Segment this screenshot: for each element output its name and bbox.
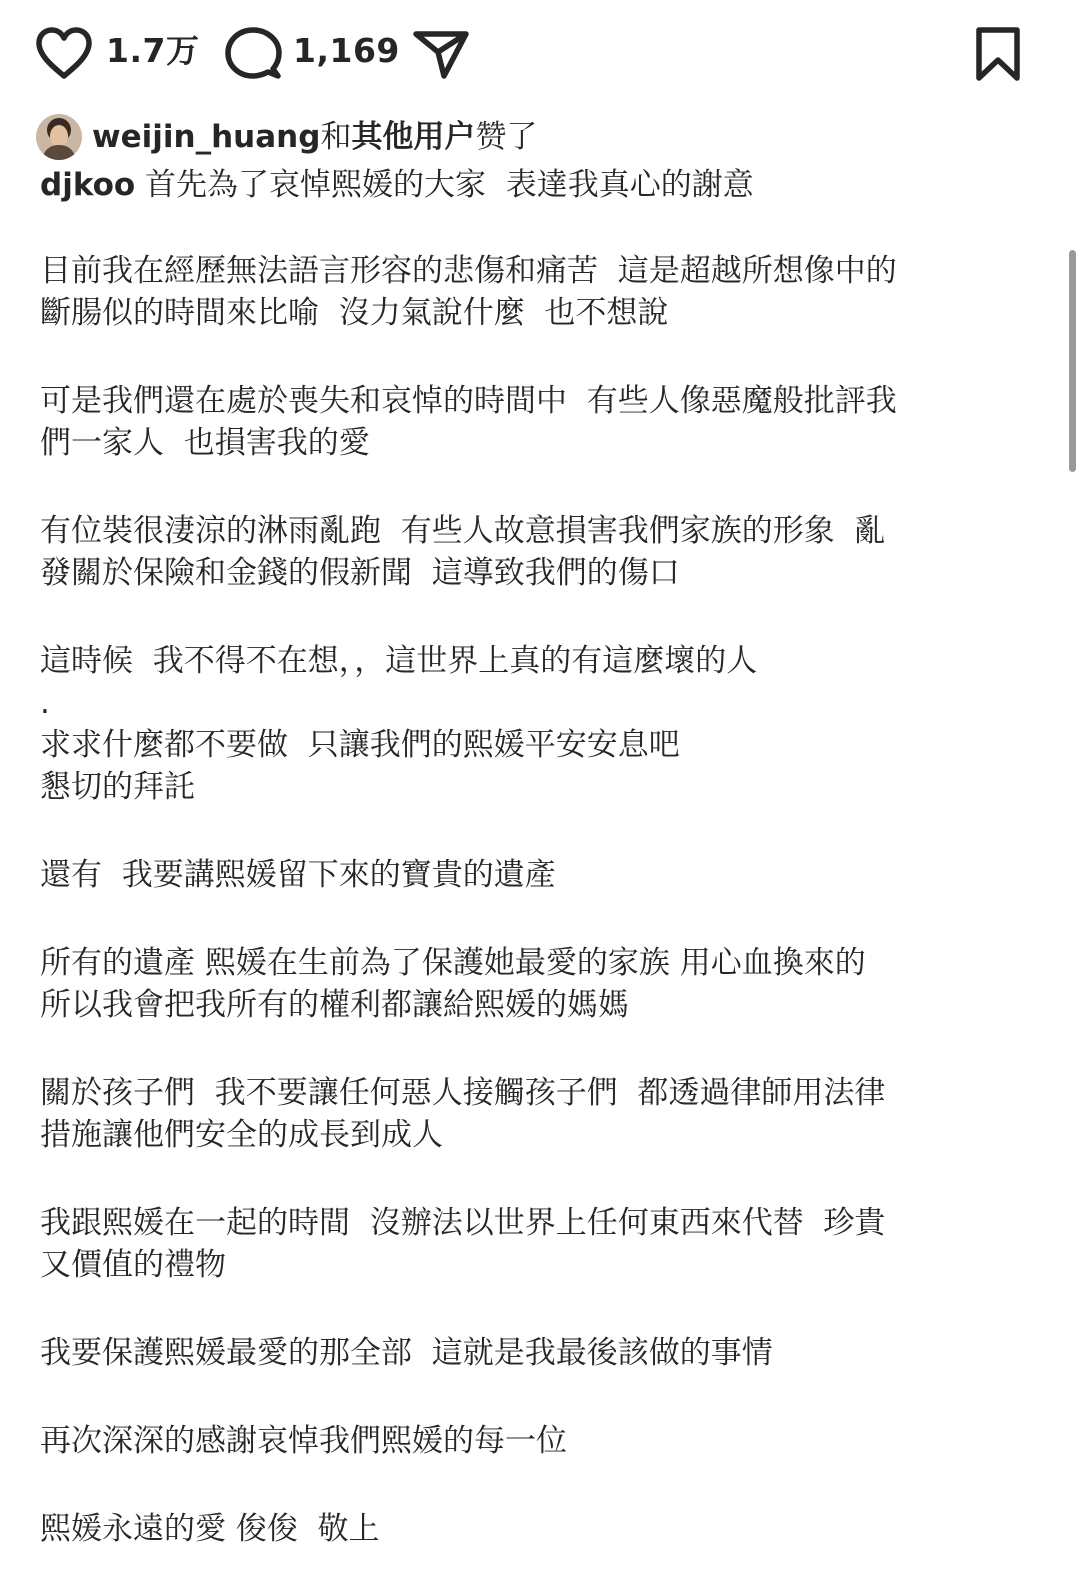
scrollbar-thumb[interactable] [1069, 250, 1076, 472]
liked-by-others[interactable]: 其他用户 [351, 119, 476, 155]
caption-paragraph: 有位裝很淒涼的淋雨亂跑 有些人故意損害我們家族的形象 亂 發關於保險和金錢的假新聞 這導致我們的傷口 [40, 513, 886, 591]
likes-summary [36, 112, 537, 162]
post-action-bar [0, 0, 1080, 105]
caption-paragraph: 關於孩子們 我不要讓任何惡人接觸孩子們 都透過律師用法律 措施讓他們安全的成長到成人 [40, 1075, 886, 1153]
like-count: 1.7万 [106, 31, 200, 70]
heart-icon[interactable] [35, 26, 93, 80]
caption-first-line [40, 164, 1030, 206]
comment-count: 1,169 [293, 31, 400, 70]
liked-by-user[interactable]: weijin_huang [92, 119, 321, 155]
caption-paragraph: 熙媛永遠的愛 俊俊 敬上 [40, 1511, 380, 1547]
liked-connector: 和 [320, 119, 352, 155]
caption-paragraph: 我要保護熙媛最愛的那全部 這就是我最後該做的事情 [40, 1335, 773, 1371]
caption-paragraph: 可是我們還在處於喪失和哀悼的時間中 有些人像惡魔般批評我 們一家人 也損害我的愛 [40, 383, 897, 461]
caption-paragraph: 所有的遺產 熙媛在生前為了保護她最愛的家族 用心血換來的 所以我會把我所有的權利都讓給熙媛的媽媽 [40, 945, 866, 1023]
caption-paragraph: 目前我在經歷無法語言形容的悲傷和痛苦 這是超越所想像中的 斷腸似的時間來比喻 沒力氣說什麼 也不想說 [40, 253, 897, 331]
caption-paragraph: 這時候 我不得不在想，，這世界上真的有這麼壞的人 . 求求什麼都不要做 只讓我們的熙媛平安安息吧 懇切的拜託 [40, 643, 758, 805]
avatar[interactable] [36, 114, 82, 160]
caption-paragraph: 還有 我要講熙媛留下來的寶貴的遺產 [40, 857, 556, 893]
post-caption [40, 164, 1030, 1550]
send-icon[interactable] [412, 28, 470, 80]
caption-author[interactable]: djkoo [40, 167, 136, 203]
caption-paragraph: 再次深深的感謝哀悼我們熙媛的每一位 [40, 1423, 567, 1459]
bookmark-icon[interactable] [972, 26, 1024, 82]
caption-paragraph: 我跟熙媛在一起的時間 沒辦法以世界上任何東西來代替 珍貴 又價值的禮物 [40, 1205, 886, 1283]
liked-suffix: 赞了 [475, 119, 538, 155]
comment-icon[interactable] [224, 26, 282, 82]
caption-first-text: 首先為了哀悼熙媛的大家 表達我真心的謝意 [135, 167, 754, 203]
avatar-photo-icon [36, 114, 82, 160]
